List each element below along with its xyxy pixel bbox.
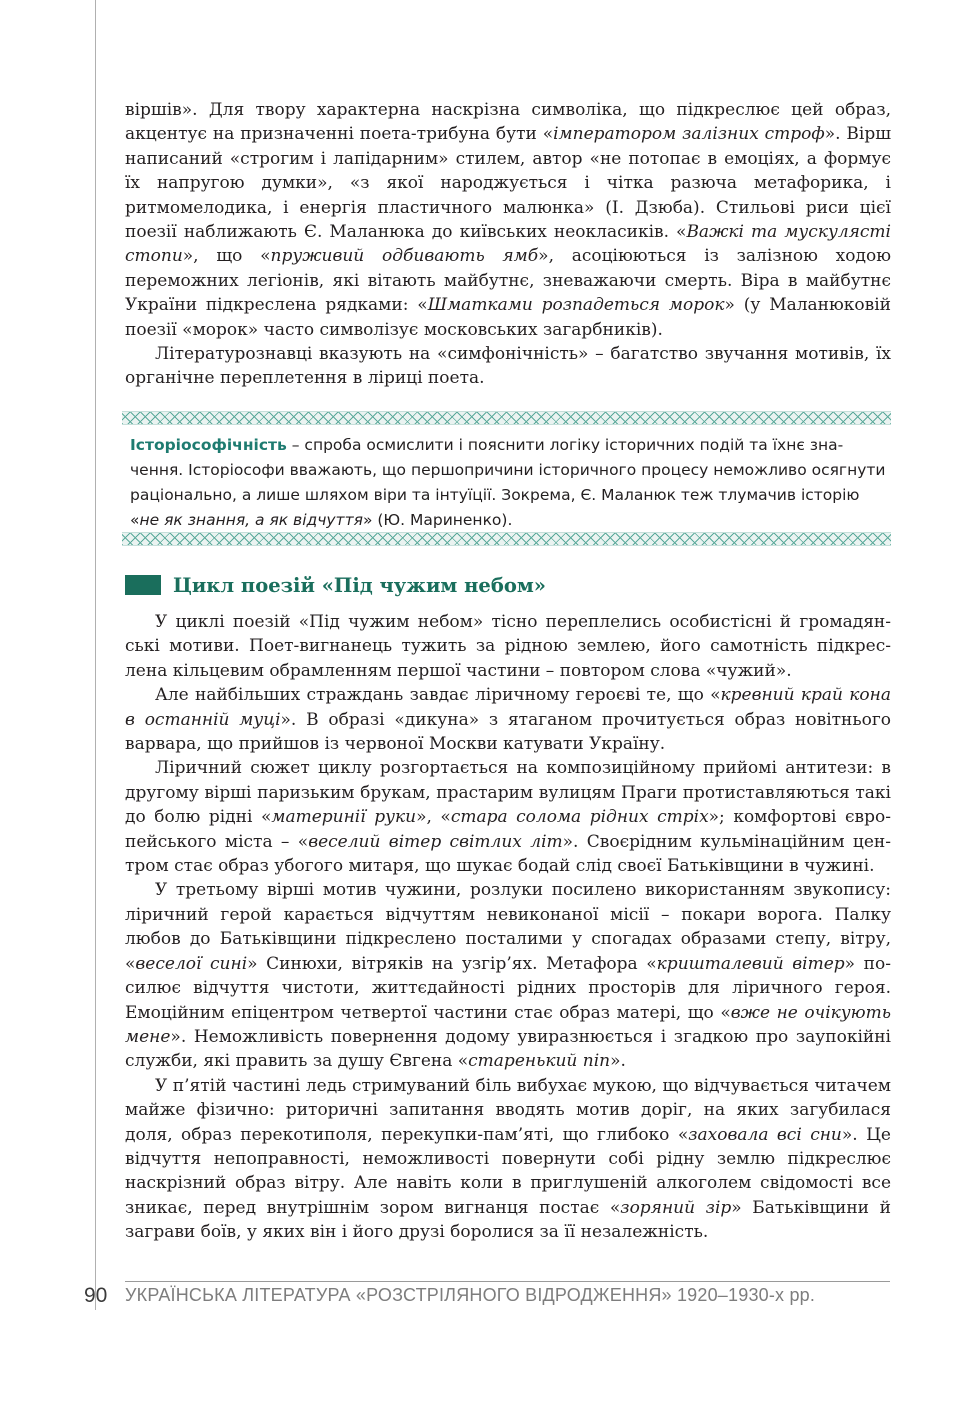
decorative-border-top: [122, 411, 891, 425]
section-heading: [125, 572, 546, 598]
paragraph: віршів». Для твору характерна наскрізна символіка, що підкреслює цей образ, акцентує на призначенні поета-трибуна бути «імператором залізних строф». Вірш написаний «строгим і лапідарним» стилем, автор «не потопає в емоціях, а формує їх напругою думки», «з якої народжується і чітка разюча метафорика, і ритмомелодика, і енергія пластичного малюнка» (І. Дзюба). Стильові риси цієї поезії наближають Є. Маланюка до київських неокласиків. «Важкі та мускулясті стопи», що «пруживий одбивають ямб», асоціюються із залізною ходою переможних легіонів, які вітають майбутнє, зневажаючи смерть. Віра в майбутнє України підкреслена рядками: «Шматками розпадеться морок» (у Маланюковій поезії «морок» часто символізує московських загарбників).: [125, 100, 892, 340]
margin-line: [95, 0, 96, 1310]
top-text-block: [125, 98, 891, 391]
section-marker: [125, 575, 161, 595]
section-text-block: [125, 610, 891, 1245]
paragraph: Але найбільших страждань завдає ліричному героєві те, що «кревний край кона в останній муці». В образі «дикуна» з ятаганом прочитується образ новітнього варвара, що прийшов із червоної Москви катувати Україну.: [125, 685, 891, 755]
running-title: УКРАЇНСЬКА ЛІТЕРАТУРА «РОЗСТРІЛЯНОГО ВІДРОДЖЕННЯ» 1920–1930-х рр.: [125, 1285, 816, 1305]
definition-term: Історіософічність: [130, 436, 287, 454]
definition-text: – спроба осмислити і пояснити логіку історичних подій та їхнє значення. Історіософи вважають, що першопричини історичного процесу неможливо осягнути раціонально, а лише шляхом віри та інтуїції. Зокрема, Є. Маланюк теж тлумачив історію «не як знання, а як відчуття» (Ю. Мариненко).: [130, 436, 886, 529]
page-number: 90: [84, 1284, 108, 1307]
paragraph: Літературознавці вказують на «симфонічність» – багатство звучання мотивів, їх органічне переплетення в ліриці поета.: [125, 344, 891, 389]
section-title: Цикл поезій «Під чужим небом»: [173, 573, 546, 597]
paragraph: Ліричний сюжет циклу розгортається на композиційному прийомі антитези: в другому вірші паризьким брукам, прастарим вулицям Праги протиставляються такі до болю рідні «материнії руки», «стара солома рідних стріх»; комфортові європейського міста – «веселий вітер світлих літ». Своєрідним кульмінаційним центром стає образ убогого митаря, що шукає бодай слід своєї Батьківщини в чужині.: [125, 758, 891, 877]
footer-rule: [125, 1281, 890, 1282]
decorative-border-bottom: [122, 532, 891, 546]
paragraph: У п’ятій частині ледь стримуваний біль вибухає мукою, що відчувається читачем майже фізично: риторичні запитання вводять мотив доріг, на яких загубилася доля, образ перекотиполя, перекупки-пам’яті, що глибоко «заховала всі сни». Це відчуття непоправності, неможливості повернути собі рідну землю підкреслює наскрізний образ вітру. Але навіть коли в приглушеній алкоголем свідомості все зникає, перед внутрішнім зором вигнанця постає «зоряний зір» Батьківщини й заграви боїв, у яких він і його друзі боролися за її незалежність.: [125, 1075, 891, 1243]
definition-box: [130, 433, 887, 533]
paragraph: У третьому вірші мотив чужини, розлуки посилено використанням звукопису: ліричний герой карається відчуттям невиконаної місії – покари ворога. Палку любов до Батьківщини підкреслено посталими у спогадах образами степу, вітру, «веселої сині» Синюхи, вітряків на узгір’ях. Метафора «кришталевий вітер» посилює відчуття чистоти, життєдайності рідних просторів для ліричного героя. Емоційним епіцентром четвертої частини стає образ матері, що «вже не очікують мене». Неможливість повернення додому увиразнюється і згадкою про заупокійні служби, які править за душу Євгена «старенький піп».: [125, 880, 891, 1072]
paragraph: У циклі поезій «Під чужим небом» тісно переплелись особистісні й громадянські мотиви. Поет-вигнанець тужить за рідною землею, його самотність підкреслена кільцевим обрамленням першої частини – повтором слова «чужий».: [125, 612, 891, 681]
